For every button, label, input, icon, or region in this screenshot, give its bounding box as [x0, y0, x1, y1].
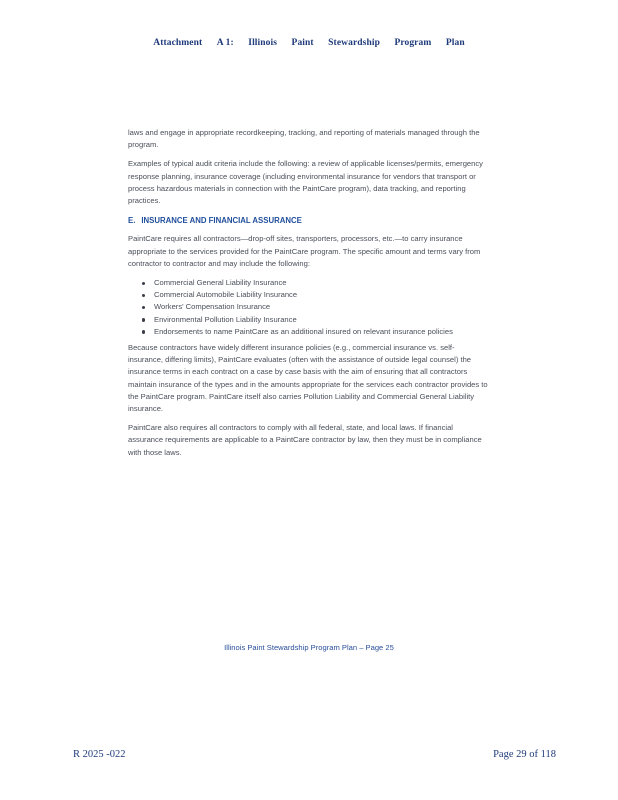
- bullet-icon: [142, 306, 145, 309]
- bullet-icon: [142, 282, 145, 285]
- header-word: Program: [394, 38, 432, 48]
- insurance-list: [128, 277, 488, 338]
- document-number: R 2025 -022: [73, 749, 126, 760]
- header-word: A 1:: [216, 38, 234, 48]
- list-item: [142, 326, 488, 338]
- page-header: [0, 38, 618, 48]
- bullet-icon: [142, 330, 145, 333]
- body-paragraph: Because contractors have widely different insurance policies (e.g., commercial insurance vs. self-insurance, differing limits), PaintCare evaluates (often with the assistance of outside legal counsel) the insurance terms in each contract on a case by case basis with the aim of ensuring that all contractors maintain insurance of the types and in the amounts appropriate for the services each contractor provides to the PaintCare program. PaintCare itself also carries Pollution Liability and Commercial General Liability insurance.: [128, 343, 488, 414]
- list-item-text: Environmental Pollution Liability Insurance: [154, 314, 297, 324]
- section-title: INSURANCE AND FINANCIAL ASSURANCE: [141, 216, 302, 226]
- inner-page-footer: Illinois Paint Stewardship Program Plan – Page 25: [224, 643, 394, 652]
- body-paragraph: PaintCare also requires all contractors to comply with all federal, state, and local laws. If financial assurance requirements are applicable to a PaintCare contractor by law, then they must be in compliance with those laws.: [128, 423, 482, 457]
- list-item: [142, 301, 488, 313]
- body-paragraph: laws and engage in appropriate recordkeeping, tracking, and reporting of materials managed through the program.: [128, 128, 480, 150]
- list-item-text: Commercial Automobile Liability Insurance: [154, 290, 298, 300]
- page-body: [128, 127, 488, 466]
- list-item: [142, 277, 488, 289]
- list-item-text: Workers' Compensation Insurance: [154, 302, 271, 312]
- header-word: Illinois: [248, 38, 278, 48]
- body-paragraph: Examples of typical audit criteria include the following: a review of applicable licenses/permits, emergency response planning, insurance coverage (including environmental insurance for vendors that transport or process hazardous materials in connection with the PaintCare program), data tracking, and reporting practices.: [128, 159, 483, 206]
- section-heading: [128, 215, 488, 227]
- body-paragraph: PaintCare requires all contractors—drop-off sites, transporters, processors, etc.—to carry insurance appropriate to the services provided for the PaintCare program. The specific amount and terms vary from contractor to contractor and may include the following:: [128, 234, 481, 268]
- section-letter: E.: [128, 216, 136, 226]
- header-word: Stewardship: [328, 38, 380, 48]
- header-word: Paint: [291, 38, 314, 48]
- bullet-icon: [142, 318, 145, 321]
- list-item: [142, 289, 488, 301]
- bullet-icon: [142, 294, 145, 297]
- header-word: Plan: [445, 38, 465, 48]
- list-item-text: Endorsements to name PaintCare as an additional insured on relevant insurance policies: [154, 326, 453, 336]
- header-word: Attachment: [153, 38, 203, 48]
- list-item-text: Commercial General Liability Insurance: [154, 278, 287, 288]
- list-item: [142, 314, 488, 326]
- page-number: Page 29 of 118: [493, 749, 556, 760]
